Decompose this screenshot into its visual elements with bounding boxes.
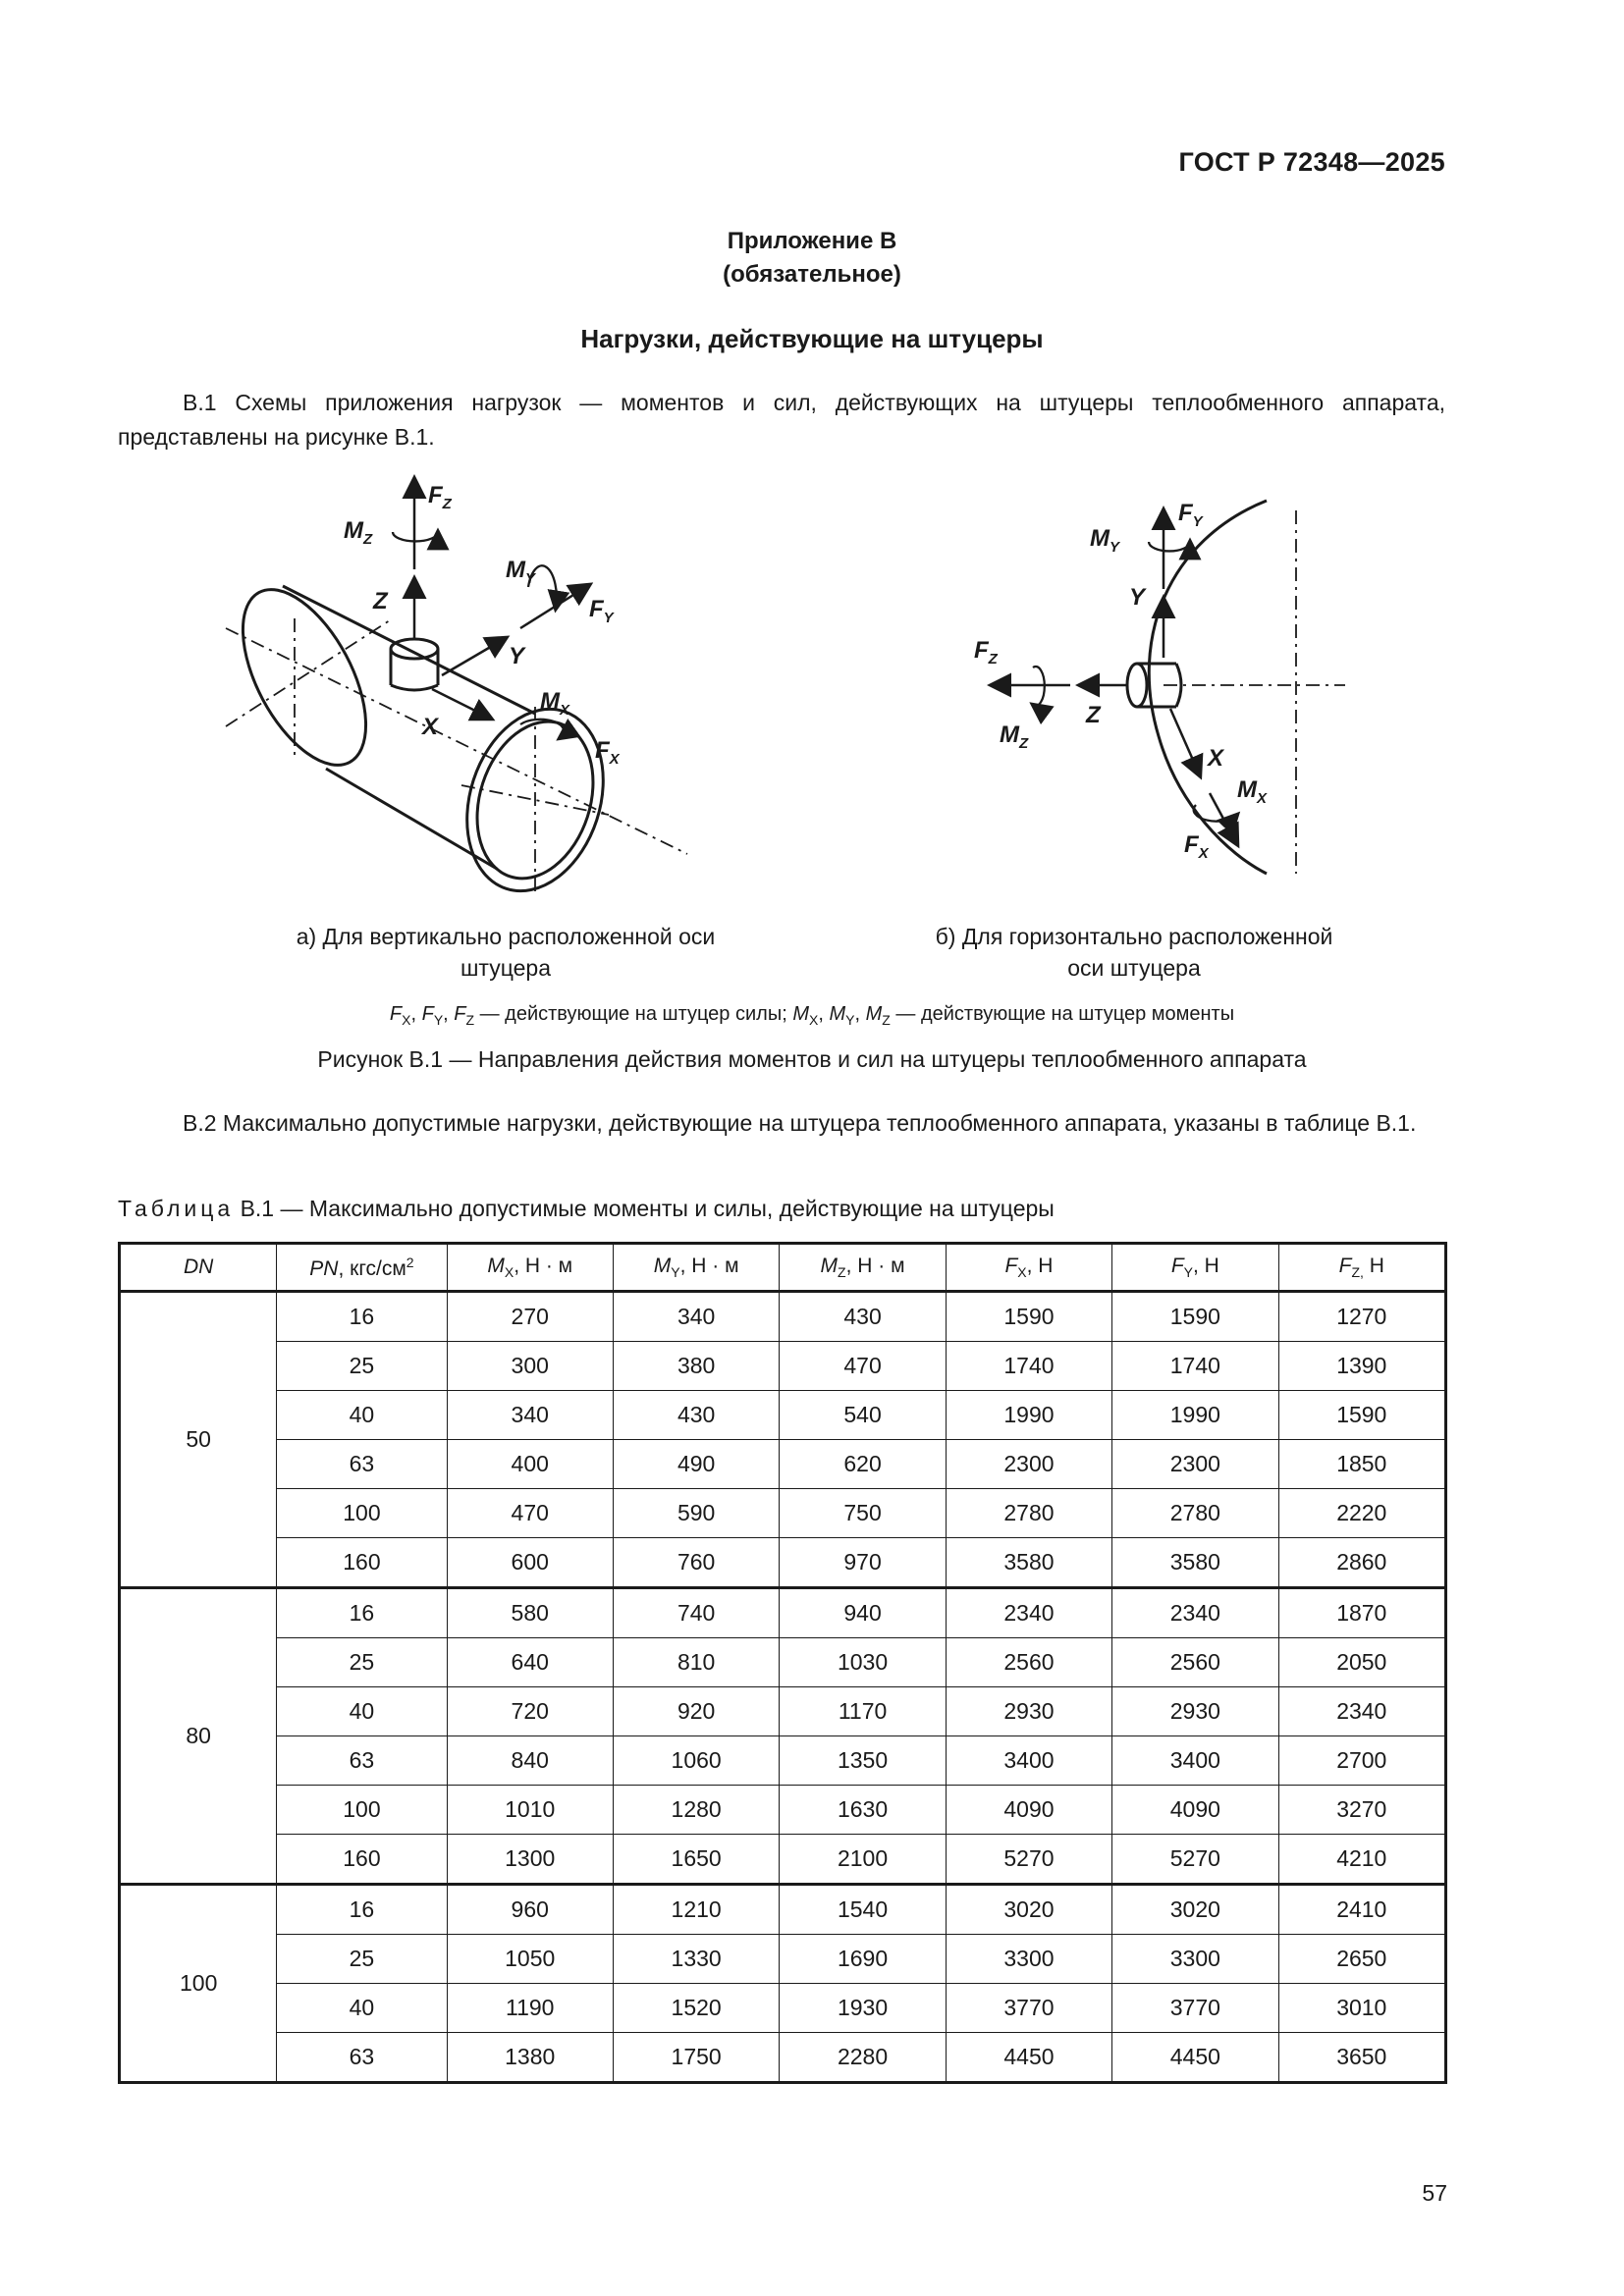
table-cell: 3010 xyxy=(1278,1984,1445,2033)
table-cell: 580 xyxy=(447,1588,613,1638)
table-cell: 4090 xyxy=(946,1786,1111,1835)
table-cell: 1350 xyxy=(780,1736,946,1786)
table-cell: 1990 xyxy=(946,1391,1111,1440)
table-row xyxy=(120,1935,1446,1984)
label-fy: $F_Y$ xyxy=(589,596,614,626)
label-fz: $F_Z$ xyxy=(428,482,452,512)
table-cell: 600 xyxy=(447,1538,613,1588)
label-y-axis: Y xyxy=(509,643,525,669)
table-cell: 3770 xyxy=(1112,1984,1278,2033)
table-cell: 63 xyxy=(277,1736,447,1786)
table-cell: 2050 xyxy=(1278,1638,1445,1687)
table-cell: 380 xyxy=(613,1342,779,1391)
table-cell: 540 xyxy=(780,1391,946,1440)
table-cell: 4210 xyxy=(1278,1835,1445,1885)
figure-title: Рисунок В.1 — Направления действия моментов и сил на штуцеры теплообменного аппарата xyxy=(317,1046,1307,1072)
table-cell: 2300 xyxy=(946,1440,1111,1489)
table-cell: 3400 xyxy=(946,1736,1111,1786)
label-z-axis-b: Z xyxy=(1086,702,1101,728)
table-cell: 5270 xyxy=(1112,1835,1278,1885)
table-cell: 1630 xyxy=(780,1786,946,1835)
table-cell: 63 xyxy=(277,1440,447,1489)
table-cell: 2220 xyxy=(1278,1489,1445,1538)
table-cell: 16 xyxy=(277,1885,447,1935)
table-cell: 1170 xyxy=(780,1687,946,1736)
header-fx: $F_X$, Н xyxy=(946,1244,1111,1292)
table-cell: 1650 xyxy=(613,1835,779,1885)
section-title: Нагрузки, действующие на штуцеры xyxy=(580,324,1044,353)
table-row xyxy=(120,1588,1446,1638)
dn-cell: 50 xyxy=(120,1292,277,1588)
label-mz-b: $M_Z$ xyxy=(1000,721,1029,752)
header-fy: $F_Y$, Н xyxy=(1112,1244,1278,1292)
table-cell: 1690 xyxy=(780,1935,946,1984)
table-row xyxy=(120,1440,1446,1489)
label-x-axis-b: X xyxy=(1208,745,1224,772)
table-row xyxy=(120,1984,1446,2033)
table-cell: 63 xyxy=(277,2033,447,2083)
table-row xyxy=(120,1538,1446,1588)
table-cell: 25 xyxy=(277,1342,447,1391)
table-cell: 470 xyxy=(780,1342,946,1391)
table-cell: 810 xyxy=(613,1638,779,1687)
table-cell: 940 xyxy=(780,1588,946,1638)
table-row xyxy=(120,1835,1446,1885)
table-cell: 1750 xyxy=(613,2033,779,2083)
annex-status: (обязательное) xyxy=(723,261,901,288)
table-cell: 1300 xyxy=(447,1835,613,1885)
table-row xyxy=(120,1391,1446,1440)
table-cell: 3300 xyxy=(946,1935,1111,1984)
table-cell: 970 xyxy=(780,1538,946,1588)
table-cell: 340 xyxy=(613,1292,779,1342)
table-cell: 2930 xyxy=(1112,1687,1278,1736)
table-cell: 4450 xyxy=(946,2033,1111,2083)
table-cell: 300 xyxy=(447,1342,613,1391)
table-cell: 400 xyxy=(447,1440,613,1489)
figure-legend: $F_X$, $F_Y$, $F_Z$ — действующие на штуцер силы; $M_X$, $M_Y$, $M_Z$ — действующие на штуцер моменты xyxy=(389,1003,1235,1028)
table-row xyxy=(120,1885,1446,1935)
label-fy-b: $F_Y$ xyxy=(1178,500,1203,530)
label-x-axis: X xyxy=(422,714,439,740)
table-cell: 840 xyxy=(447,1736,613,1786)
table-cell: 1210 xyxy=(613,1885,779,1935)
table-cell: 1060 xyxy=(613,1736,779,1786)
table-cell: 2780 xyxy=(946,1489,1111,1538)
table-cell: 2280 xyxy=(780,2033,946,2083)
table-cell: 3270 xyxy=(1278,1786,1445,1835)
table-cell: 760 xyxy=(613,1538,779,1588)
table-cell: 430 xyxy=(613,1391,779,1440)
label-my-b: $M_Y$ xyxy=(1090,525,1120,556)
table-cell: 2100 xyxy=(780,1835,946,1885)
figure-a-caption: а) Для вертикально расположенной оси штуцера xyxy=(296,924,716,981)
table-cell: 1030 xyxy=(780,1638,946,1687)
header-mx: $M_X$, Н · м xyxy=(447,1244,613,1292)
table-cell: 1740 xyxy=(1112,1342,1278,1391)
label-y-axis-b: Y xyxy=(1129,584,1146,611)
table-cell: 40 xyxy=(277,1984,447,2033)
table-cell: 100 xyxy=(277,1786,447,1835)
table-row xyxy=(120,1342,1446,1391)
table-cell: 1740 xyxy=(946,1342,1111,1391)
table-cell: 2300 xyxy=(1112,1440,1278,1489)
header-pn: PN, кгс/$см^2$ xyxy=(277,1244,447,1292)
table-cell: 1590 xyxy=(1112,1292,1278,1342)
table-cell: 2780 xyxy=(1112,1489,1278,1538)
table-cell: 750 xyxy=(780,1489,946,1538)
paragraph-b2: В.2 Максимально допустимые нагрузки, действующие на штуцера теплообменного аппарата, указаны в таблице В.1. xyxy=(183,1110,1417,1136)
table-cell: 16 xyxy=(277,1588,447,1638)
table-cell: 470 xyxy=(447,1489,613,1538)
table-cell: 2560 xyxy=(946,1638,1111,1687)
table-cell: 960 xyxy=(447,1885,613,1935)
table-row xyxy=(120,1292,1446,1342)
table-row xyxy=(120,1489,1446,1538)
table-cell: 1990 xyxy=(1112,1391,1278,1440)
header-mz: $M_Z$, Н · м xyxy=(780,1244,946,1292)
table-cell: 2860 xyxy=(1278,1538,1445,1588)
table-cell: 3580 xyxy=(1112,1538,1278,1588)
label-fx-b: $F_X$ xyxy=(1184,831,1209,862)
table-cell: 16 xyxy=(277,1292,447,1342)
table-cell: 430 xyxy=(780,1292,946,1342)
table-cell: 2410 xyxy=(1278,1885,1445,1935)
header-my: $M_Y$, Н · м xyxy=(613,1244,779,1292)
table-cell: 5270 xyxy=(946,1835,1111,1885)
table-cell: 1050 xyxy=(447,1935,613,1984)
table-cell: 2930 xyxy=(946,1687,1111,1736)
table-cell: 1390 xyxy=(1278,1342,1445,1391)
label-mx: $M_X$ xyxy=(540,688,570,719)
figure-b-horizontal-nozzle xyxy=(943,481,1355,893)
header-fz: $F_{Z,}$ Н xyxy=(1278,1244,1445,1292)
table-row xyxy=(120,1687,1446,1736)
table-cell: 590 xyxy=(613,1489,779,1538)
table-cell: 2340 xyxy=(1112,1588,1278,1638)
table-cell: 1930 xyxy=(780,1984,946,2033)
table-cell: 1540 xyxy=(780,1885,946,1935)
table-title: Таблица В.1 — Максимально допустимые моменты и силы, действующие на штуцеры xyxy=(118,1196,1055,1221)
table-cell: 1590 xyxy=(1278,1391,1445,1440)
table-cell: 920 xyxy=(613,1687,779,1736)
label-mz: $M_Z$ xyxy=(344,517,373,548)
table-cell: 3020 xyxy=(946,1885,1111,1935)
table-cell: 2340 xyxy=(946,1588,1111,1638)
table-row xyxy=(120,2033,1446,2083)
table-cell: 4450 xyxy=(1112,2033,1278,2083)
table-cell: 2340 xyxy=(1278,1687,1445,1736)
table-cell: 1520 xyxy=(613,1984,779,2033)
table-cell: 3300 xyxy=(1112,1935,1278,1984)
table-cell: 340 xyxy=(447,1391,613,1440)
table-cell: 25 xyxy=(277,1935,447,1984)
header-dn: DN xyxy=(120,1244,277,1292)
table-cell: 1270 xyxy=(1278,1292,1445,1342)
table-cell: 490 xyxy=(613,1440,779,1489)
dn-cell: 80 xyxy=(120,1588,277,1885)
figure-b-caption: б) Для горизонтально расположенной оси штуцера xyxy=(935,924,1333,981)
label-z-axis: Z xyxy=(373,588,388,614)
table-row xyxy=(120,1638,1446,1687)
table-cell: 3770 xyxy=(946,1984,1111,2033)
table-cell: 740 xyxy=(613,1588,779,1638)
table-cell: 3400 xyxy=(1112,1736,1278,1786)
table-cell: 3580 xyxy=(946,1538,1111,1588)
table-cell: 100 xyxy=(277,1489,447,1538)
figure-a-vertical-nozzle xyxy=(196,461,707,893)
page-number: 57 xyxy=(1422,2180,1447,2206)
label-my: $M_Y$ xyxy=(506,557,536,587)
table-cell: 1590 xyxy=(946,1292,1111,1342)
dn-cell: 100 xyxy=(120,1885,277,2083)
label-fx: $F_X$ xyxy=(595,737,620,768)
table-row xyxy=(120,1786,1446,1835)
loads-table xyxy=(118,1242,1447,2084)
table-cell: 4090 xyxy=(1112,1786,1278,1835)
table-cell: 640 xyxy=(447,1638,613,1687)
table-cell: 1190 xyxy=(447,1984,613,2033)
table-cell: 270 xyxy=(447,1292,613,1342)
table-cell: 1330 xyxy=(613,1935,779,1984)
table-cell: 1870 xyxy=(1278,1588,1445,1638)
standard-designation: ГОСТ Р 72348—2025 xyxy=(1178,147,1445,177)
annex-title: Приложение В xyxy=(727,228,897,254)
table-cell: 1380 xyxy=(447,2033,613,2083)
table-cell: 1010 xyxy=(447,1786,613,1835)
table-cell: 160 xyxy=(277,1538,447,1588)
label-fz-b: $F_Z$ xyxy=(974,637,998,667)
table-cell: 2700 xyxy=(1278,1736,1445,1786)
table-row xyxy=(120,1736,1446,1786)
paragraph-b1: В.1 Схемы приложения нагрузок — моментов и сил, действующих на штуцеры теплообменного аппарата, представлены на рисунке В.1. xyxy=(118,390,1445,450)
label-mx-b: $M_X$ xyxy=(1237,776,1268,807)
table-cell: 40 xyxy=(277,1391,447,1440)
table-cell: 720 xyxy=(447,1687,613,1736)
table-cell: 3020 xyxy=(1112,1885,1278,1935)
table-cell: 620 xyxy=(780,1440,946,1489)
table-cell: 40 xyxy=(277,1687,447,1736)
table-cell: 160 xyxy=(277,1835,447,1885)
table-cell: 2560 xyxy=(1112,1638,1278,1687)
table-cell: 25 xyxy=(277,1638,447,1687)
table-cell: 3650 xyxy=(1278,2033,1445,2083)
table-cell: 2650 xyxy=(1278,1935,1445,1984)
table-cell: 1850 xyxy=(1278,1440,1445,1489)
table-cell: 1280 xyxy=(613,1786,779,1835)
table-header-row xyxy=(120,1244,1446,1292)
